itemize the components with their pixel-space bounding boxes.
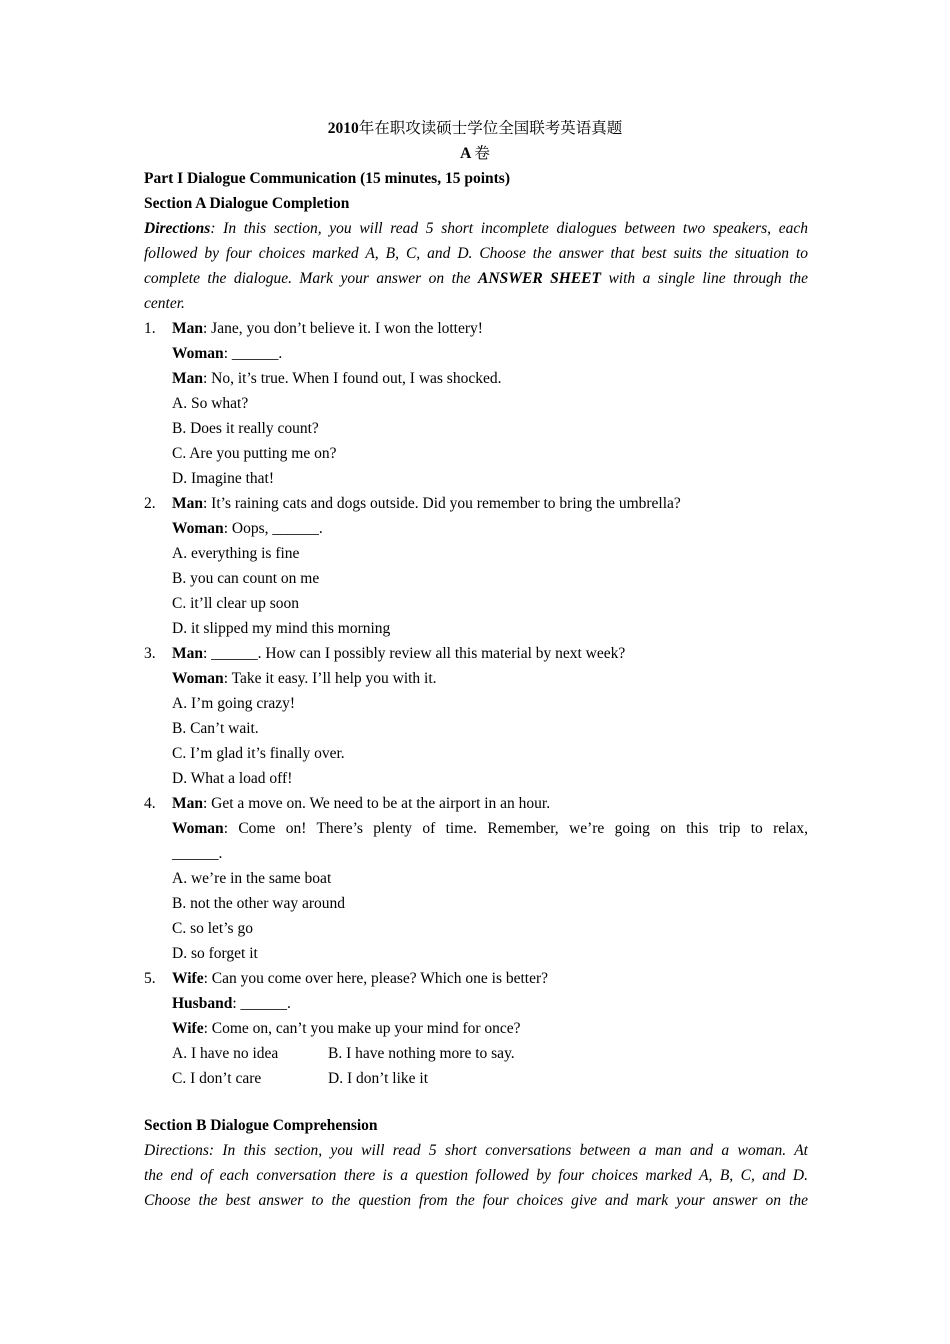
answer-option: D. Imagine that!	[172, 470, 275, 487]
exam-title: 2010年在职攻读硕士学位全国联考英语真题	[327, 120, 623, 137]
directions-line: the end of each conversation there is a question followed by four choices marked A, B, C, and D.	[144, 1167, 808, 1184]
answer-option: A. everything is fine	[172, 545, 300, 562]
question-number: 1.	[144, 320, 156, 337]
answer-option: C. I don’t care	[172, 1070, 262, 1087]
dialogue-line: Man: Get a move on. We need to be at the airport in an hour.	[172, 795, 551, 812]
directions-line: center.	[144, 295, 185, 312]
paper-label: A 卷	[460, 145, 490, 162]
directions-line: Directions: In this section, you will read 5 short conversations between a man and a woman. At	[144, 1142, 808, 1159]
answer-option: C. so let’s go	[172, 920, 253, 937]
section-a-heading: Section A Dialogue Completion	[144, 195, 350, 212]
dialogue-line: Husband: ______.	[172, 995, 291, 1012]
answer-option: A. I’m going crazy!	[172, 695, 296, 712]
answer-option: A. we’re in the same boat	[172, 870, 332, 887]
answer-option: D. What a load off!	[172, 770, 293, 787]
dialogue-line: Man: No, it’s true. When I found out, I was shocked.	[172, 370, 502, 387]
answer-option: D. I don’t like it	[328, 1070, 429, 1087]
dialogue-line: Man: Jane, you don’t believe it. I won the lottery!	[172, 320, 483, 337]
dialogue-line: Man: ______. How can I possibly review all this material by next week?	[172, 645, 626, 662]
directions-line: Choose the best answer to the question from the four choices give and mark your answer on the	[144, 1192, 808, 1209]
answer-option: D. so forget it	[172, 945, 258, 962]
answer-option: C. it’ll clear up soon	[172, 595, 299, 612]
question-number: 5.	[144, 970, 156, 987]
dialogue-line: Woman: Come on! There’s plenty of time. Remember, we’re going on this trip to relax,	[172, 820, 808, 837]
dialogue-line: Woman: Oops, ______.	[172, 520, 323, 537]
answer-option: B. I have nothing more to say.	[328, 1045, 515, 1062]
dialogue-line: Woman: Take it easy. I’ll help you with it.	[172, 670, 437, 687]
question-number: 2.	[144, 495, 156, 512]
dialogue-line: ______.	[172, 845, 223, 862]
dialogue-line: Wife: Come on, can’t you make up your mind for once?	[172, 1020, 521, 1037]
dialogue-line: Woman: ______.	[172, 345, 283, 362]
answer-option: C. Are you putting me on?	[172, 445, 337, 462]
answer-option: D. it slipped my mind this morning	[172, 620, 391, 637]
dialogue-line: Man: It’s raining cats and dogs outside. Did you remember to bring the umbrella?	[172, 495, 681, 512]
section-b-heading: Section B Dialogue Comprehension	[144, 1117, 378, 1134]
answer-option: A. So what?	[172, 395, 249, 412]
question-number: 3.	[144, 645, 156, 662]
answer-option: B. not the other way around	[172, 895, 346, 912]
directions-line: complete the dialogue. Mark your answer on the ANSWER SHEET with a single line through the	[144, 270, 809, 287]
answer-option: A. I have no idea	[172, 1045, 279, 1062]
question-number: 4.	[144, 795, 156, 812]
answer-option: B. Does it really count?	[172, 420, 319, 437]
dialogue-line: Wife: Can you come over here, please? Which one is better?	[172, 970, 549, 987]
answer-option: C. I’m glad it’s finally over.	[172, 745, 345, 762]
part-heading: Part I Dialogue Communication (15 minutes, 15 points)	[144, 170, 510, 187]
answer-option: B. Can’t wait.	[172, 720, 259, 737]
directions-line: Directions: In this section, you will read 5 short incomplete dialogues between two speakers, each	[144, 220, 808, 237]
answer-option: B. you can count on me	[172, 570, 320, 587]
directions-line: followed by four choices marked A, B, C, and D. Choose the answer that best suits the situation to	[144, 245, 808, 262]
